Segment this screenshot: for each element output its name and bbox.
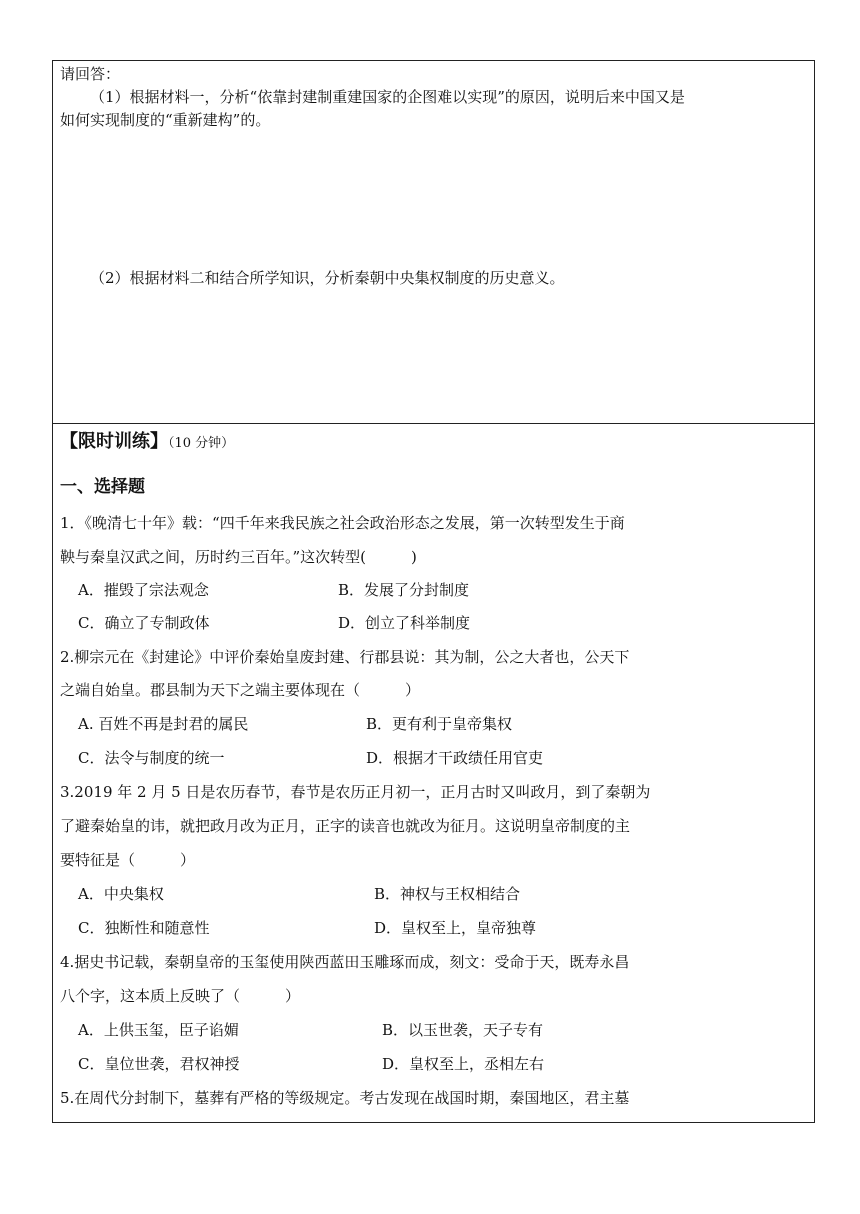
q2-stem-line-1: 2.柳宗元在《封建论》中评价秦始皇废封建、行郡县说：其为制，公之大者也，公天下 — [60, 648, 630, 666]
question-2: （2）根据材料二和结合所学知识，分析秦朝中央集权制度的历史意义。 — [90, 269, 565, 287]
q3-stem-line-1: 3.2019 年 2 月 5 日是农历春节，春节是农历正月初一，正月古时又叫政月，到了秦朝为 — [60, 783, 651, 801]
q1-option-b: B．发展了分封制度 — [338, 581, 470, 599]
q3-option-c: C．独断性和随意性 — [78, 919, 210, 937]
q2-option-d: D．根据才干政绩任用官吏 — [366, 749, 544, 767]
q4-stem-line-2: 八个字，这本质上反映了（ ） — [60, 987, 301, 1005]
q1-option-c: C．确立了专制政体 — [78, 614, 210, 632]
q1-option-a: A．摧毁了宗法观念 — [78, 581, 209, 599]
training-time: （10 分钟） — [168, 436, 235, 451]
q3-option-d: D．皇权至上，皇帝独尊 — [374, 919, 537, 937]
q4-option-a: A．上供玉玺，臣子谄媚 — [78, 1021, 239, 1039]
section-heading: 一、选择题 — [60, 477, 145, 497]
q2-option-b: B．更有利于皇帝集权 — [366, 715, 513, 733]
training-title — [60, 431, 234, 455]
q1-stem-line-2: 鞅与秦皇汉武之间，历时约三百年。”这次转型( ) — [60, 548, 417, 566]
q4-option-b: B．以玉世袭，天子专有 — [382, 1021, 544, 1039]
question-1-line-1: （1）根据材料一，分析“依靠封建制重建国家的企图难以实现”的原因，说明后来中国又是 — [90, 88, 685, 106]
q3-stem-line-2: 了避秦始皇的讳，就把政月改为正月，正字的读音也就改为征月。这说明皇帝制度的主 — [60, 817, 631, 835]
q3-option-b: B．神权与王权相结合 — [374, 885, 521, 903]
q2-option-a: A. 百姓不再是封君的属民 — [78, 715, 249, 733]
question-1-line-2: 如何实现制度的“重新建构”的。 — [60, 111, 271, 129]
q3-stem-line-3: 要特征是（ ） — [60, 851, 196, 869]
q2-option-c: C．法令与制度的统一 — [78, 749, 225, 767]
q4-option-c: C．皇位世袭，君权神授 — [78, 1055, 240, 1073]
training-title-text: 【限时训练】 — [60, 431, 168, 452]
q1-stem-line-1: 1．《晚清七十年》载：“四千年来我民族之社会政治形态之发展，第一次转型发生于商 — [60, 514, 625, 532]
q1-option-d: D．创立了科举制度 — [338, 614, 471, 632]
q2-stem-line-2: 之端自始皇。郡县制为天下之端主要体现在（ ） — [60, 681, 421, 699]
q4-stem-line-1: 4.据史书记载，秦朝皇帝的玉玺使用陕西蓝田玉雕琢而成，刻文：受命于天，既寿永昌 — [60, 953, 630, 971]
q3-option-a: A．中央集权 — [78, 885, 164, 903]
q5-stem-line-1: 5.在周代分封制下，墓葬有严格的等级规定。考古发现在战国时期，秦国地区，君主墓 — [60, 1089, 630, 1107]
answer-prompt: 请回答： — [60, 65, 121, 83]
q4-option-d: D．皇权至上，丞相左右 — [382, 1055, 545, 1073]
